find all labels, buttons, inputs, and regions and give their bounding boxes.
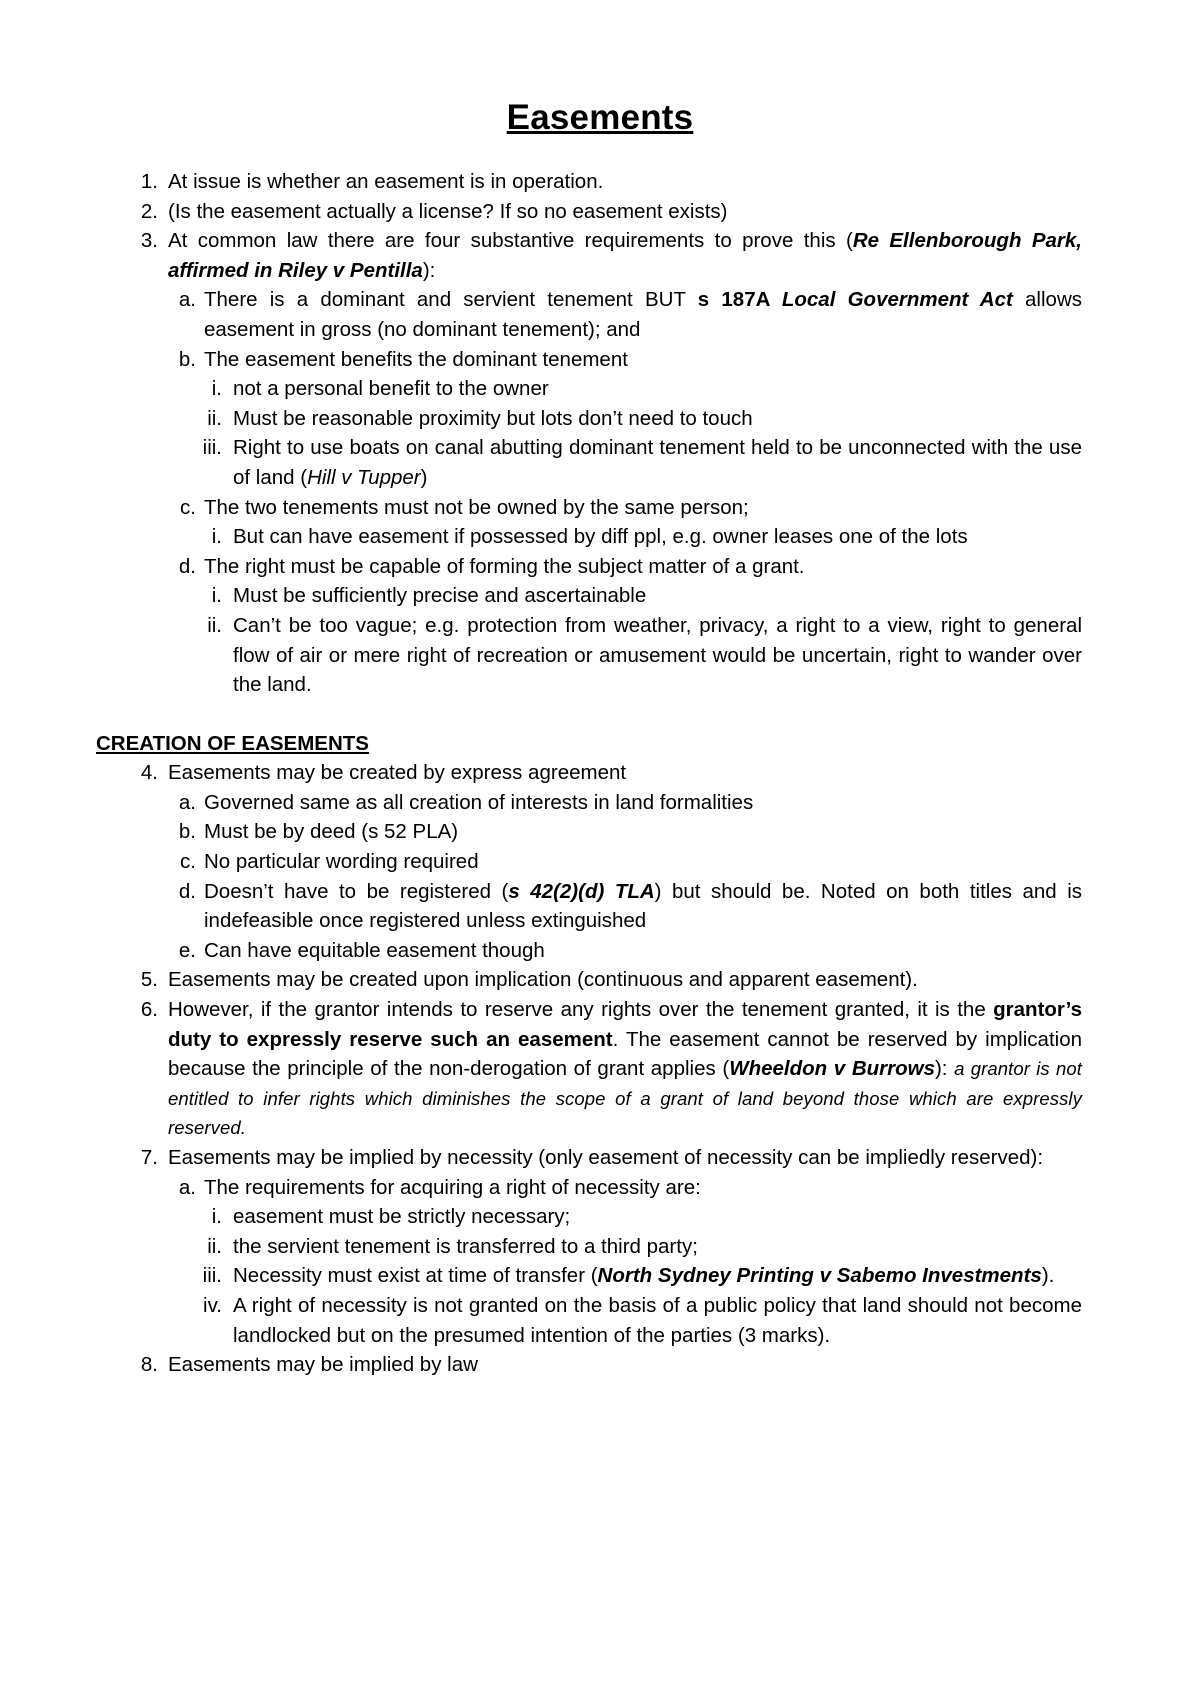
list-item [96, 995, 1082, 1143]
list-item-text: Right to use boats on canal abutting dominant tenement held to be unconnected with the use of land ( [233, 436, 1082, 489]
list-item [96, 522, 1082, 552]
list-item [96, 1143, 1082, 1173]
list-item [96, 1291, 1082, 1350]
section-heading: CREATION OF EASEMENTS [96, 731, 369, 755]
list-item [96, 877, 1082, 936]
case-citation: Wheeldon v Burrows [729, 1057, 935, 1081]
case-citation: North Sydney Printing v Sabemo Investments [597, 1264, 1042, 1288]
page-title: Easements [506, 98, 694, 137]
list-item-text: The easement benefits the dominant tenement [204, 347, 628, 371]
list-item [96, 581, 1082, 611]
list-item-text: ). [1041, 1264, 1055, 1288]
list-item-text: Easements may be created upon implication (continuous and apparent easement). [168, 968, 918, 992]
list-marker: b. [178, 820, 196, 844]
list-item [96, 611, 1082, 700]
list-item-text: Easements may be created by express agreement [168, 761, 627, 785]
list-item-text: At issue is whether an easement is in operation. [168, 170, 604, 193]
list-marker: e. [178, 938, 196, 962]
list-item-text: Necessity must exist at time of transfer ( [233, 1264, 598, 1288]
list-marker: 1. [140, 170, 158, 193]
list-item-text: The requirements for acquiring a right of necessity are: [204, 1175, 701, 1199]
list-item-text: Easements may be implied by law [168, 1353, 478, 1377]
list-item-text: Must be reasonable proximity but lots don’t need to touch [233, 406, 753, 430]
list-item-text: the servient tenement is transferred to a third party; [233, 1234, 698, 1258]
list-marker: iv. [203, 1293, 222, 1317]
list-marker: d. [178, 554, 196, 578]
list-item-text: At common law there are four substantive requirements to prove this ( [168, 229, 853, 253]
list-item-text: Can have equitable easement though [204, 938, 545, 962]
list-marker: i. [211, 584, 222, 608]
list-item [96, 965, 1082, 995]
list-item-text: ): [422, 258, 436, 282]
list-item [96, 1232, 1082, 1262]
list-marker: d. [178, 879, 196, 903]
list-marker: 6. [140, 998, 158, 1022]
list-marker: a. [178, 790, 196, 814]
list-item [96, 433, 1082, 492]
list-marker: i. [211, 377, 222, 401]
list-marker: iii. [202, 1264, 222, 1288]
case-citation: Re Ellenborough Park, affirmed in Riley v Pentilla [168, 229, 1082, 282]
list-item [96, 1173, 1082, 1203]
list-item-text: ): [934, 1057, 955, 1081]
case-citation: Hill v Tupper [307, 465, 421, 489]
list-marker: i. [211, 1205, 222, 1229]
list-item [96, 847, 1082, 877]
list-marker: ii. [207, 613, 222, 637]
list-marker: 3. [140, 229, 158, 253]
list-item-text: Must be by deed (s 52 PLA) [204, 820, 459, 844]
list-item-text: ) but should be. Noted on both titles and is indefeasible once registered unless extinguished [204, 879, 1082, 933]
list-marker: ii. [207, 1234, 222, 1258]
list-marker: 8. [140, 1353, 158, 1377]
list-item [96, 493, 1082, 523]
list-item-text: (Is the easement actually a license? If so no easement exists) [168, 199, 728, 223]
list-item [96, 285, 1082, 344]
statute-name: Local Government Act [781, 288, 1013, 312]
list-item [96, 345, 1082, 375]
list-item-text: easement must be strictly necessary; [233, 1205, 571, 1229]
list-item-text: However, if the grantor intends to reserve any rights over the tenement granted, it is the [168, 998, 994, 1022]
list-marker: ii. [207, 406, 222, 430]
list-item-text: No particular wording required [204, 850, 479, 874]
list-item [96, 374, 1082, 404]
list-marker: c. [180, 850, 196, 874]
list-marker: c. [180, 495, 196, 519]
list-item [96, 817, 1082, 847]
list-item [96, 1261, 1082, 1291]
list-marker: iii. [202, 436, 222, 460]
list-marker: b. [178, 347, 196, 371]
list-marker: a. [178, 288, 196, 312]
document-body [96, 167, 1082, 1380]
list-item [96, 197, 1082, 227]
list-item [96, 226, 1082, 285]
emphasis-text: grantor’s duty to expressly reserve such an easement [168, 998, 1082, 1051]
list-item-text: There is a dominant and servient tenement BUT [204, 288, 698, 312]
list-marker: 2. [140, 199, 158, 223]
statute-citation: s 42(2)(d) TLA [508, 879, 655, 903]
list-item-text: allows easement in gross (no dominant tenement); and [204, 288, 1082, 341]
list-marker: a. [178, 1175, 196, 1199]
list-item-text: But can have easement if possessed by diff ppl, e.g. owner leases one of the lots [233, 525, 968, 549]
list-marker: 5. [140, 968, 158, 992]
list-item-text: Easements may be implied by necessity (only easement of necessity can be impliedly reserved): [168, 1146, 1044, 1169]
case-quote: a grantor is not entitled to infer rights which diminishes the scope of a grant of land beyond those which are expressly reserved. [168, 1058, 1082, 1139]
list-item-text: Must be sufficiently precise and ascertainable [233, 584, 647, 608]
list-item-text: Doesn’t have to be registered ( [204, 879, 509, 903]
list-item-text: ) [420, 465, 428, 489]
list-marker: i. [211, 525, 222, 549]
list-item-text: The right must be capable of forming the subject matter of a grant. [204, 554, 805, 578]
list-item-text: The two tenements must not be owned by the same person; [204, 495, 749, 519]
list-item-text: Can’t be too vague; e.g. protection from weather, privacy, a right to a view, right to general flow of air or mere right of recreation or amusement would be uncertain, right to wander over the land. [233, 613, 1082, 697]
list-item-text: A right of necessity is not granted on the basis of a public policy that land should not become landlocked but on the presumed intention of the parties (3 marks). [233, 1293, 1082, 1347]
list-marker: 7. [140, 1146, 158, 1169]
list-item [96, 936, 1082, 966]
list-marker: 4. [140, 761, 158, 785]
list-item [96, 167, 1082, 197]
list-item-text: not a personal benefit to the owner [233, 377, 549, 401]
statute-section: s 187A [697, 288, 782, 312]
list-item-text: Governed same as all creation of interests in land formalities [204, 790, 754, 814]
list-item [96, 788, 1082, 818]
list-item-text: . The easement cannot be reserved by implication because the principle of the non-derogation of grant applies ( [168, 1027, 1082, 1081]
list-item [96, 552, 1082, 582]
list-item [96, 404, 1082, 434]
list-item [96, 1350, 1082, 1380]
list-item [96, 1202, 1082, 1232]
list-item [96, 758, 1082, 788]
